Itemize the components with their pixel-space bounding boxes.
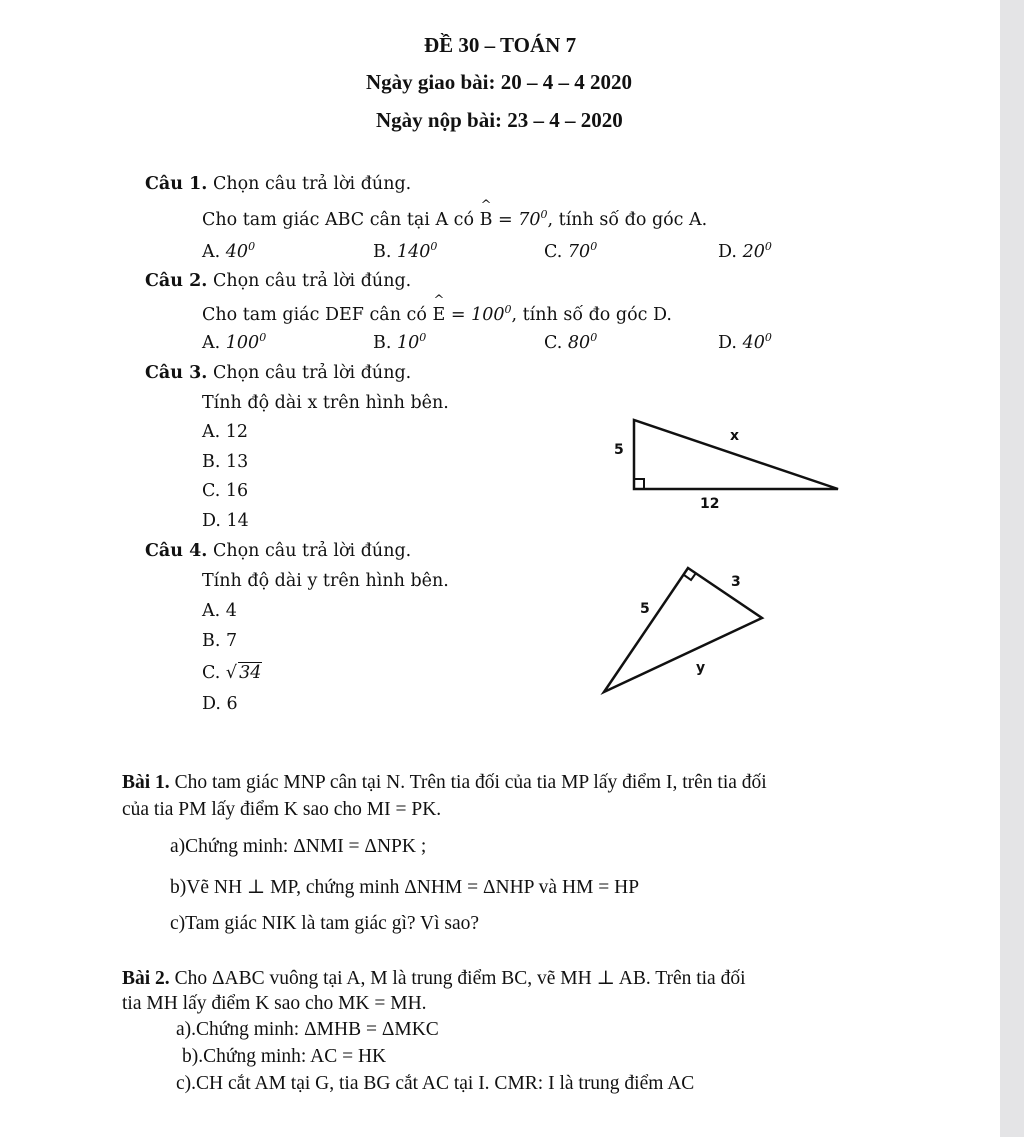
q1-option-b[interactable]: B. $140^0$ [373, 240, 438, 262]
angle-b: ^ B [480, 210, 493, 230]
bai1-line1: Bài 1. Cho tam giác MNP cân tại N. Trên tia đối của tia MP lấy điểm I, trên tia đối [122, 772, 767, 793]
q4-label-5: 5 [640, 601, 650, 617]
q3-heading: Câu 3. Chọn câu trả lời đúng. [145, 363, 412, 383]
q1-option-d[interactable]: D. $20^0$ [718, 240, 772, 262]
q3-right-angle-mark [634, 479, 644, 489]
bai1-line2: của tia PM lấy điểm K sao cho MI = PK. [122, 799, 442, 820]
q4-right-angle-mark [684, 573, 696, 580]
q3-label-5: 5 [614, 442, 624, 458]
q1-heading: Câu 1. Chọn câu trả lời đúng. [145, 174, 412, 194]
q2-option-c[interactable]: C. $80^0$ [544, 331, 598, 353]
q1-option-a[interactable]: A. $40^0$ [202, 240, 256, 262]
q4-option-c[interactable]: C. √ 34 [202, 663, 262, 683]
bai2-line2: tia MH lấy điểm K sao cho MK = MH. [122, 993, 427, 1014]
q2-prompt: Cho tam giác DEF cân có ^ $E = 100^0$, tính số đo góc D. [202, 303, 672, 325]
bai2-part-a: a).Chứng minh: ΔMHB = ΔMKC [176, 1019, 439, 1040]
bai2-part-c: c).CH cắt AM tại G, tia BG cắt AC tại I. CMR: I là trung điểm AC [176, 1073, 695, 1094]
q2-heading: Câu 2. Chọn câu trả lời đúng. [145, 271, 412, 291]
page-title: ĐỀ 30 – TOÁN 7 [424, 33, 577, 57]
assigned-date: Ngày giao bài: 20 – 4 – 4 2020 [366, 70, 633, 94]
bai2-part-b: b).Chứng minh: AC = HK [182, 1046, 387, 1067]
q4-option-a[interactable]: A. 4 [202, 601, 237, 621]
due-date: Ngày nộp bài: 23 – 4 – 2020 [376, 108, 623, 132]
bai1-part-a: a)Chứng minh: ΔNMI = ΔNPK ; [170, 836, 427, 857]
q1-prompt: Cho tam giác ABC cân tại A có ^ $B = 70^0$, tính số đo góc A. [202, 208, 707, 230]
bai2-line1: Bài 2. Cho ΔABC vuông tại A, M là trung điểm BC, vẽ MH ⊥ AB. Trên tia đối [122, 968, 746, 989]
q2-option-d[interactable]: D. $40^0$ [718, 331, 772, 353]
q3-option-d[interactable]: D. 14 [202, 511, 249, 531]
bai1-part-b: b)Vẽ NH ⊥ MP, chứng minh ΔNHM = ΔNHP và HM = HP [170, 877, 640, 898]
q1-option-c[interactable]: C. $70^0$ [544, 240, 598, 262]
angle-e: ^ E [432, 305, 445, 325]
q4-prompt: Tính độ dài y trên hình bên. [202, 571, 449, 591]
q3-prompt: Tính độ dài x trên hình bên. [202, 393, 449, 413]
q4-label-y: y [696, 660, 706, 676]
q2-option-a[interactable]: A. $100^0$ [202, 331, 267, 353]
q4-heading: Câu 4. Chọn câu trả lời đúng. [145, 541, 412, 561]
q4-option-d[interactable]: D. 6 [202, 694, 238, 714]
q3-right-triangle-figure [600, 410, 860, 520]
q3-label-12: 12 [700, 496, 720, 512]
q4-right-triangle-figure [590, 560, 780, 700]
q2-option-b[interactable]: B. $10^0$ [373, 331, 427, 353]
q3-option-a[interactable]: A. 12 [202, 422, 249, 442]
q4-option-b[interactable]: B. 7 [202, 631, 238, 651]
bai1-part-c: c)Tam giác NIK là tam giác gì? Vì sao? [170, 913, 480, 934]
q3-option-c[interactable]: C. 16 [202, 481, 249, 501]
q3-option-b[interactable]: B. 13 [202, 452, 249, 472]
q4-label-3: 3 [731, 574, 741, 590]
page-edge-background [1000, 0, 1024, 1137]
q3-label-x: x [730, 428, 740, 444]
